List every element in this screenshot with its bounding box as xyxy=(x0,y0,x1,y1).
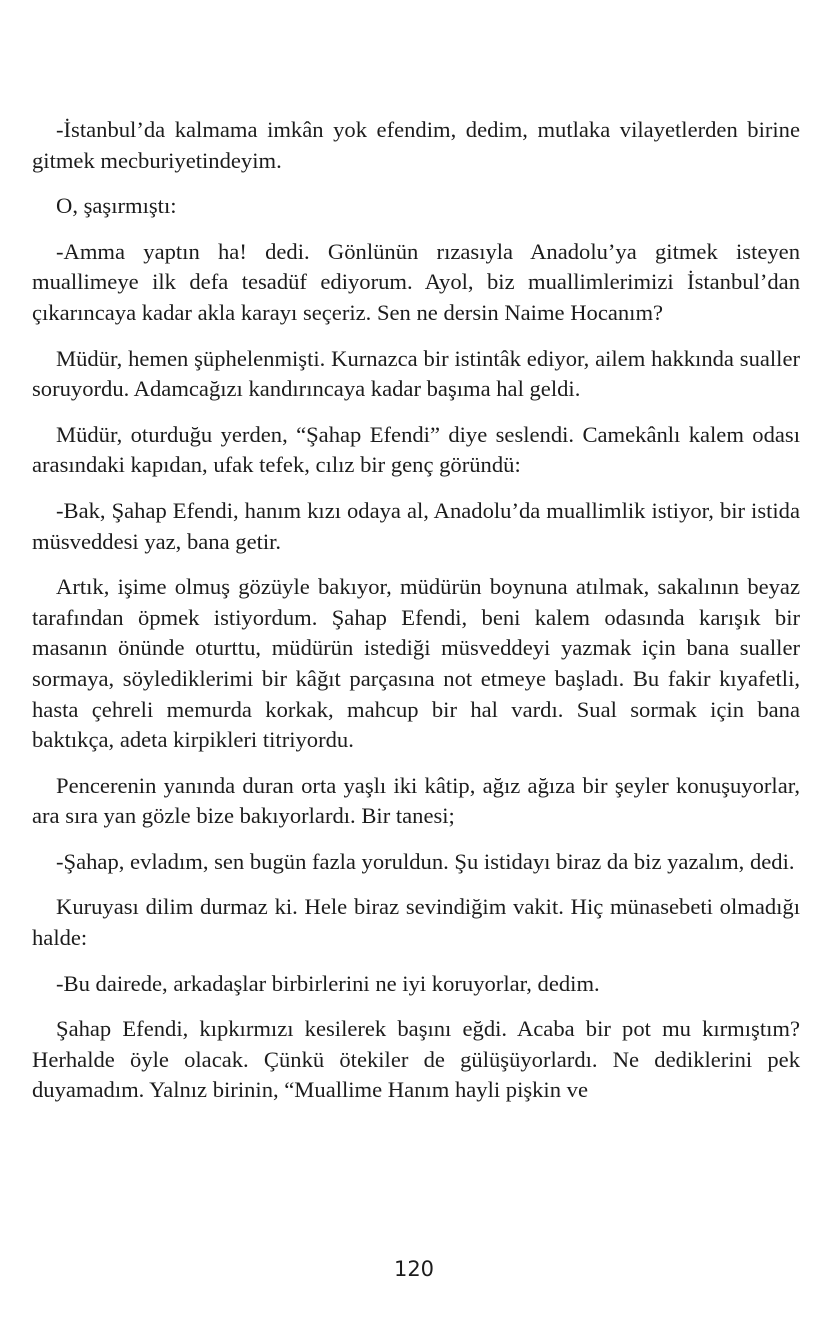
paragraph: Müdür, hemen şüphelenmişti. Kurnazca bir istintâk ediyor, ailem hakkında sualler soruyordu. Adamcağızı kandırıncaya kadar başıma hal geldi. xyxy=(32,345,800,402)
paragraph: Şahap Efendi, kıpkırmızı kesilerek başını eğdi. Acaba bir pot mu kırmıştım? Herhalde öyle olacak. Çünkü ötekiler de gülüşüyorlardı. Ne dediklerini pek duyamadım. Yalnız birinin, “Muallime Hanım hayli pişkin ve xyxy=(32,1016,800,1103)
paragraph: -Amma yaptın ha! dedi. Gönlünün rızasıyla Anadolu’ya gitmek isteyen muallimeye ilk defa tesadüf ediyorum. Ayol, biz muallimlerimizi İstanbul’dan çıkarıncaya kadar akla karayı seçeriz. Sen ne dersin Naime Hocanım? xyxy=(32,238,800,325)
page-number: 120 xyxy=(393,1257,435,1281)
paragraph: -Şahap, evladım, sen bugün fazla yoruldun. Şu istidayı biraz da biz yazalım, dedi. xyxy=(56,848,795,874)
paragraph: Müdür, oturduğu yerden, “Şahap Efendi” diye seslendi. Camekânlı kalem odası arasındaki kapıdan, ufak tefek, cılız bir genç göründü: xyxy=(32,421,800,478)
paragraph: -Bak, Şahap Efendi, hanım kızı odaya al, Anadolu’da muallimlik istiyor, bir istida müsveddesi yaz, bana getir. xyxy=(32,497,800,554)
paragraph: -Bu dairede, arkadaşlar birbirlerini ne iyi koruyorlar, dedim. xyxy=(56,970,600,996)
body-text xyxy=(32,115,800,1121)
paragraph: Artık, işime olmuş gözüyle bakıyor, müdürün boynuna atılmak, sakalının beyaz tarafından öpmek istiyordum. Şahap Efendi, beni kalem odasında karışık bir masanın önünde oturttu, müdürün istediği müsveddeyi yazmak için bana sualler sormaya, söylediklerimi bir kâğıt parçasına not etmeye başladı. Bu fakir kıyafetli, hasta çehreli memurda korkak, mahcup bir hal vardı. Sual sormak için bana baktıkça, adeta kirpikleri titriyordu. xyxy=(32,574,800,753)
paragraph: Kuruyası dilim durmaz ki. Hele biraz sevindiğim vakit. Hiç münasebeti olmadığı halde: xyxy=(32,894,800,951)
paragraph: O, şaşırmıştı: xyxy=(56,193,177,219)
paragraph: Pencerenin yanında duran orta yaşlı iki kâtip, ağız ağıza bir şeyler konuşuyorlar, ara sıra yan gözle bize bakıyorlardı. Bir tanesi; xyxy=(32,772,800,829)
paragraph: -İstanbul’da kalmama imkân yok efendim, dedim, mutlaka vilayetlerden birine gitmek mecburiyetindeyim. xyxy=(32,117,800,173)
